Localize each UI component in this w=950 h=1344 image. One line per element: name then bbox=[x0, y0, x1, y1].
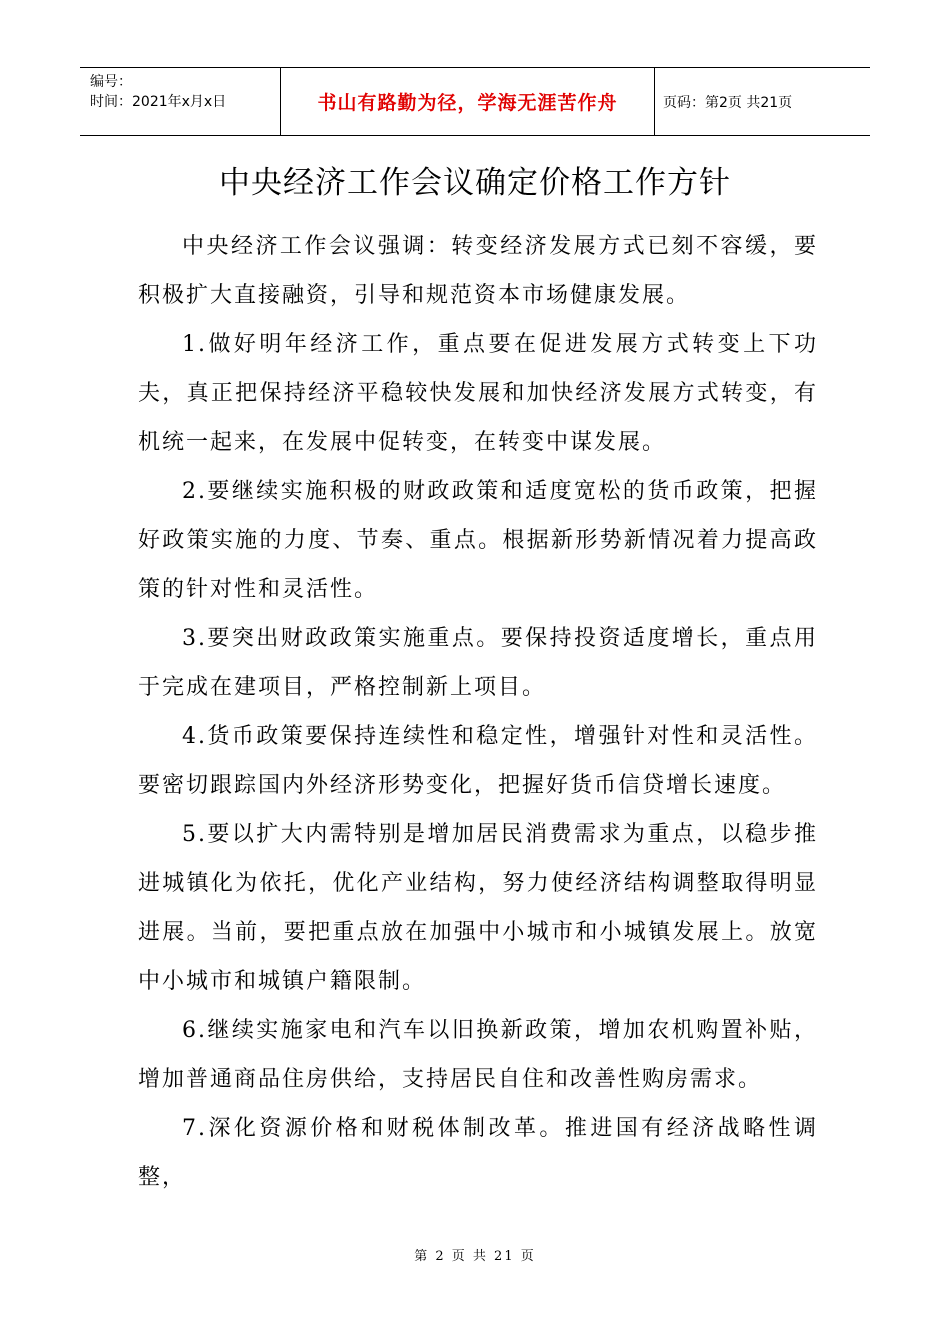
document-body bbox=[138, 222, 818, 1202]
paragraph-6: 6.继续实施家电和汽车以旧换新政策，增加农机购置补贴，增加普通商品住房供给，支持居民自住和改善性购房需求。 bbox=[138, 1018, 818, 1092]
page-footer: 第 2 页 共 21 页 bbox=[414, 1249, 536, 1264]
paragraph-4: 4.货币政策要保持连续性和稳定性，增强针对性和灵活性。要密切跟踪国内外经济形势变化，把握好货币信贷增长速度。 bbox=[138, 724, 818, 798]
document-title: 中央经济工作会议确定价格工作方针 bbox=[219, 165, 731, 201]
header-meta bbox=[80, 68, 280, 135]
header-page-info: 页码：第2页 共21页 bbox=[663, 94, 793, 111]
paragraph-7: 7.深化资源价格和财税体制改革。推进国有经济战略性调整， bbox=[138, 1116, 818, 1190]
paragraph-2: 2.要继续实施积极的财政政策和适度宽松的货币政策，把握好政策实施的力度、节奏、重点。根据新形势新情况着力提高政策的针对性和灵活性。 bbox=[138, 479, 818, 602]
header-motto: 书山有路勤为径，学海无涯苦作舟 bbox=[280, 68, 655, 135]
paragraph-5: 5.要以扩大内需特别是增加居民消费需求为重点，以稳步推进城镇化为依托，优化产业结构，努力使经济结构调整取得明显进展。当前，要把重点放在加强中小城市和小城镇发展上。放宽中小城市和城镇户籍限制。 bbox=[138, 822, 818, 994]
number-label: 编号： bbox=[90, 74, 132, 90]
date-line: 时间：2021年x月x日 bbox=[90, 94, 227, 110]
page-header bbox=[80, 67, 870, 136]
paragraph-3: 3.要突出财政政策实施重点。要保持投资适度增长，重点用于完成在建项目，严格控制新上项目。 bbox=[138, 626, 818, 700]
paragraph-intro: 中央经济工作会议强调：转变经济发展方式已刻不容缓，要积极扩大直接融资，引导和规范资本市场健康发展。 bbox=[138, 234, 818, 308]
paragraph-1: 1.做好明年经济工作，重点要在促进发展方式转变上下功夫，真正把保持经济平稳较快发展和加快经济发展方式转变，有机统一起来，在发展中促转变，在转变中谋发展。 bbox=[138, 332, 818, 455]
